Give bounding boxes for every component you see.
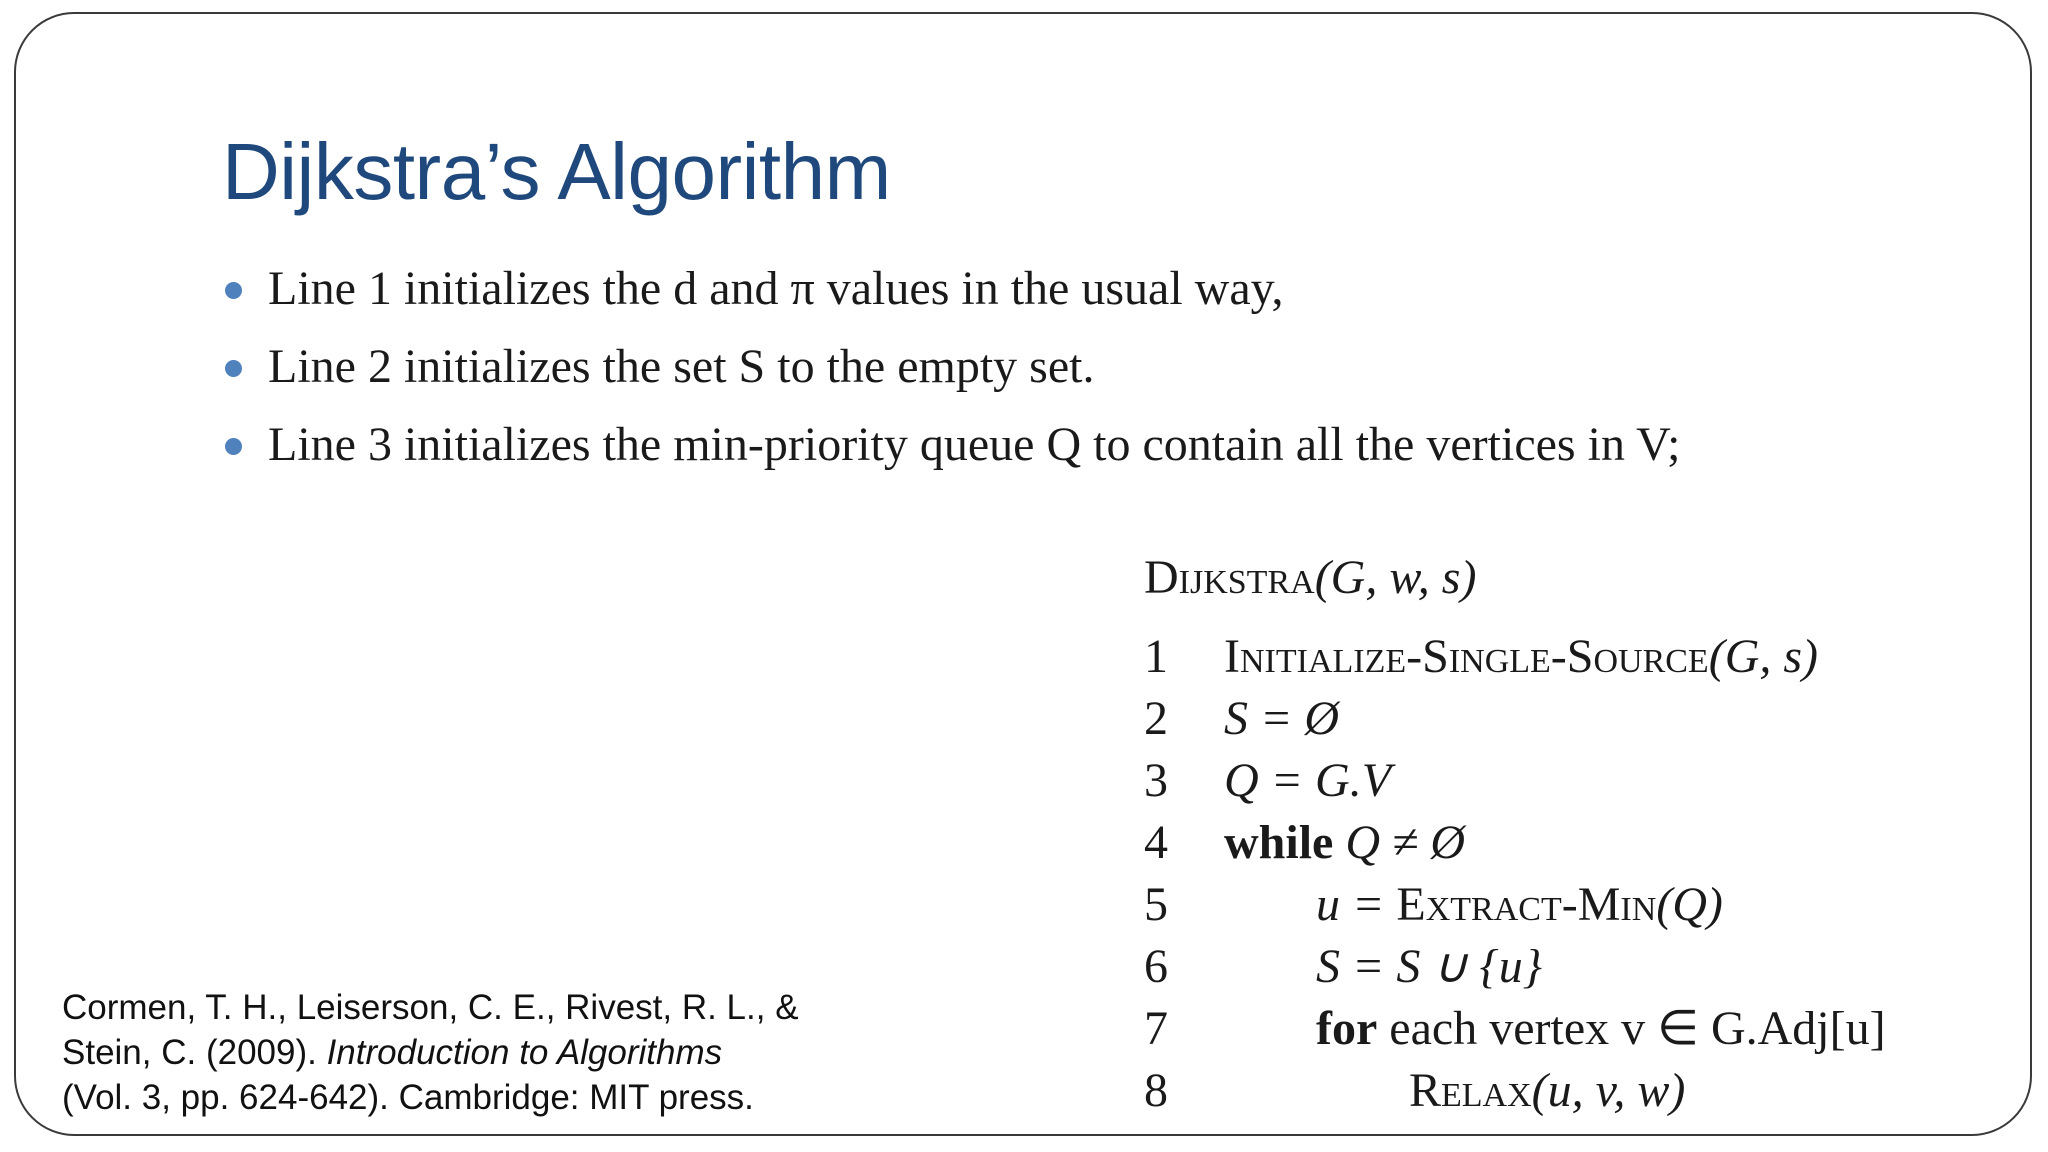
code-line-5: [1144, 874, 1723, 936]
line-number: 5: [1144, 878, 1168, 931]
code-text: [1316, 998, 1886, 1060]
bullet-dot-icon: [225, 360, 242, 377]
loop-condition: Q ≠ Ø: [1333, 816, 1466, 869]
bullet-item: [222, 250, 1681, 328]
line-number: 4: [1144, 816, 1168, 869]
call-args: (Q): [1656, 878, 1723, 931]
line-number: 7: [1144, 1002, 1168, 1055]
line-number: 6: [1144, 940, 1168, 993]
call-name: Relax: [1409, 1064, 1532, 1117]
call-args: (u, v, w): [1531, 1064, 1686, 1117]
pseudocode-block: [1144, 548, 1886, 1122]
code-line-1: [1144, 626, 1819, 688]
bullet-list: [222, 250, 1681, 484]
code-line-3: [1144, 750, 1476, 812]
call-name: Extract-Min: [1396, 878, 1657, 931]
slide-title: Dijkstra’s Algorithm: [222, 127, 891, 216]
bullet-text: Line 2 initializes the set S to the empty set.: [268, 340, 1095, 393]
bullet-text: Line 3 initializes the min-priority queue Q to contain all the vertices in V;: [268, 418, 1681, 471]
citation-line: Cormen, T. H., Leiserson, C. E., Rivest, R. L., &: [62, 988, 799, 1027]
bullet-dot-icon: [225, 282, 242, 299]
call-name: Initialize-Single-Source: [1224, 630, 1709, 683]
pseudocode-header: [1144, 548, 1476, 608]
citation-line: (Vol. 3, pp. 624-642). Cambridge: MIT press.: [62, 1078, 754, 1117]
citation-line: [62, 1030, 799, 1075]
code-line-2: [1144, 688, 1476, 750]
citation-authors-year: Stein, C. (2009).: [62, 1033, 327, 1072]
bullet-item: [222, 406, 1681, 484]
line-number: 8: [1144, 1064, 1168, 1117]
code-line-7: [1144, 998, 1886, 1060]
loop-clause: each vertex v ∈ G.Adj[u]: [1377, 1002, 1886, 1055]
code-text: [1224, 626, 1818, 688]
code-text: [1316, 874, 1723, 936]
assign-lhs: u =: [1316, 878, 1397, 931]
code-text: S = S ∪ {u}: [1316, 940, 1542, 993]
citation: [62, 985, 799, 1120]
call-args: (G, s): [1708, 630, 1819, 683]
code-line-4: [1144, 812, 1476, 874]
code-text: [1409, 1060, 1685, 1122]
bullet-text: Line 1 initializes the d and π values in the usual way,: [268, 262, 1284, 315]
citation-book-title: Introduction to Algorithms: [326, 1033, 723, 1072]
keyword-while: while: [1224, 816, 1334, 869]
procedure-args: (G, w, s): [1314, 551, 1477, 604]
bullet-item: [222, 328, 1681, 406]
procedure-name: Dijkstra: [1144, 551, 1315, 604]
keyword-for: for: [1316, 1002, 1378, 1055]
line-number: 3: [1144, 754, 1168, 807]
code-text: S = Ø: [1224, 692, 1340, 745]
bullet-dot-icon: [225, 438, 242, 455]
line-number: 2: [1144, 692, 1168, 745]
code-text: Q = G.V: [1224, 754, 1392, 807]
code-text: [1224, 812, 1465, 874]
code-line-6: [1144, 936, 1542, 998]
line-number: 1: [1144, 630, 1168, 683]
code-line-8: [1144, 1060, 1686, 1122]
